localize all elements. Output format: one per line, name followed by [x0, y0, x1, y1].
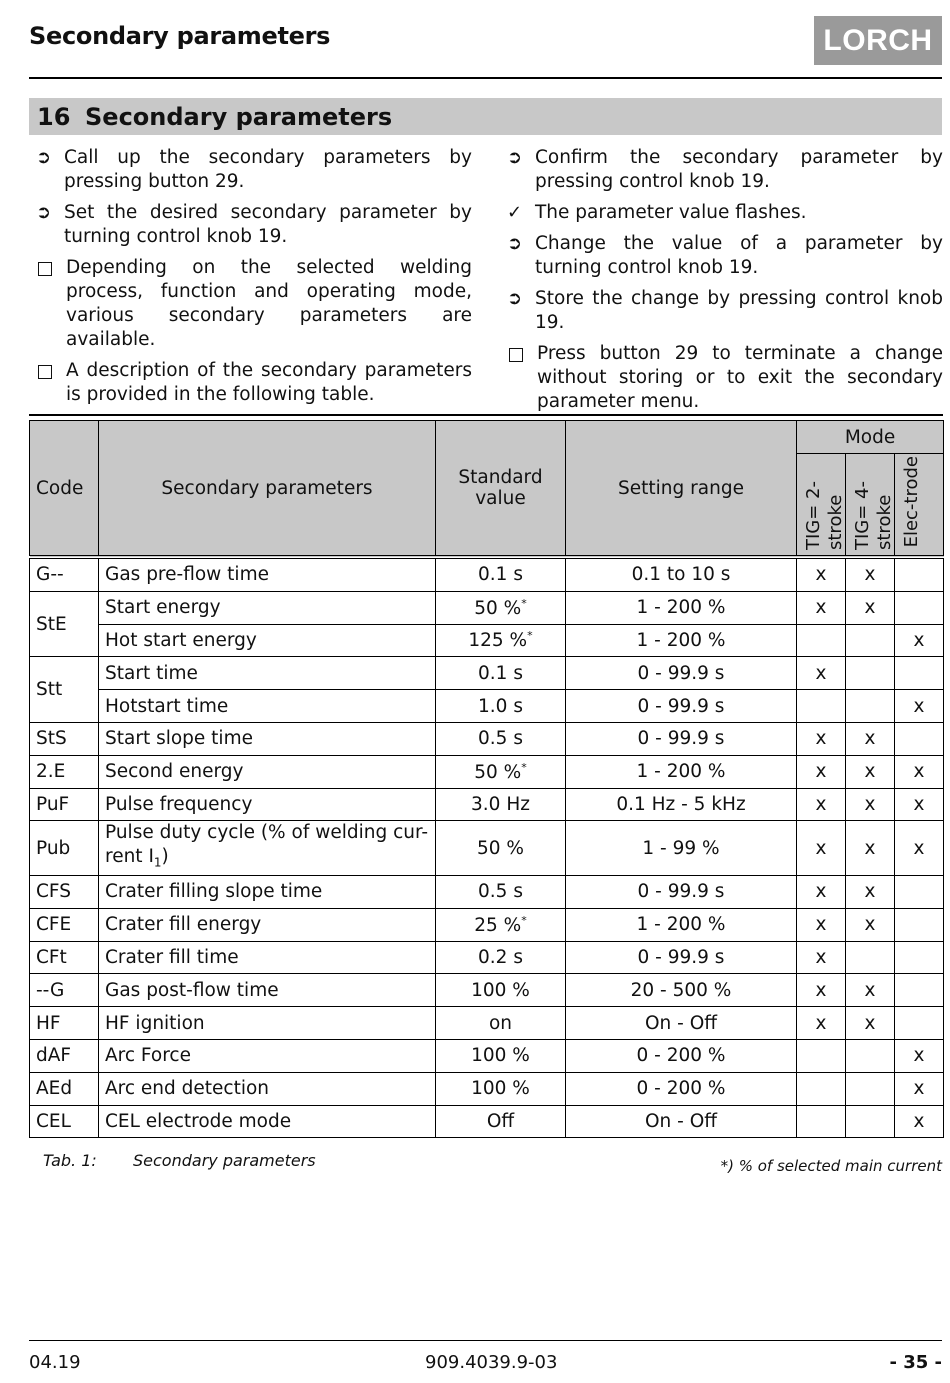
secondary-parameters-table: [29, 420, 944, 1138]
cell-setting-range: 0 - 99.9 s: [566, 876, 797, 909]
mode-tig-4-stroke-label: TIG= 4-stroke: [852, 480, 895, 550]
cell-parameter: HF ignition: [99, 1007, 436, 1040]
arrow-right-icon: ➲: [36, 147, 52, 168]
cell-mode-tig-4-stroke: x: [846, 722, 895, 755]
instructions_right-item: [507, 201, 943, 225]
cell-setting-range: 1 - 200 %: [566, 908, 797, 941]
table-row: [30, 941, 944, 974]
cell-setting-range: On - Off: [566, 1007, 797, 1040]
lorch-logo: LORCH: [814, 16, 942, 65]
mode-electrode-label: Elec-trode: [901, 456, 922, 548]
cell-code: Pub: [30, 821, 99, 876]
table-top-rule: [29, 414, 943, 416]
page-header-title: Secondary parameters: [29, 22, 331, 50]
cell-code: CFE: [30, 908, 99, 941]
cell-mode-tig-2-stroke: [797, 1040, 846, 1073]
cell-standard-value: 0.5 s: [436, 876, 566, 909]
checkbox-square-icon: [38, 262, 52, 276]
cell-code: AEd: [30, 1072, 99, 1105]
cell-mode-tig-2-stroke: x: [797, 591, 846, 624]
cell-setting-range: 0.1 to 10 s: [566, 557, 797, 591]
cell-mode-tig-4-stroke: x: [846, 876, 895, 909]
cell-parameter: Hotstart time: [99, 690, 436, 723]
footnote-asterisk: *: [521, 596, 527, 610]
instructions_left-text: A description of the secondary parameters is provided in the following table.: [66, 360, 472, 405]
cell-code: CFS: [30, 876, 99, 909]
header-mode-tig-2-stroke: [797, 454, 846, 558]
cell-parameter: Crater filling slope time: [99, 876, 436, 909]
cell-mode-electrode: [895, 722, 944, 755]
cell-standard-value: 125 %*: [436, 624, 566, 657]
instructions_right-text: Change the value of a parameter by turning control knob 19.: [535, 233, 943, 278]
cell-standard-value: 0.5 s: [436, 722, 566, 755]
footer-divider: [29, 1340, 942, 1341]
table-row: [30, 722, 944, 755]
cell-mode-tig-2-stroke: x: [797, 941, 846, 974]
checkbox-square-icon: [38, 365, 52, 379]
footnote-asterisk: *: [521, 913, 527, 927]
cell-standard-value: on: [436, 1007, 566, 1040]
cell-mode-tig-2-stroke: x: [797, 788, 846, 821]
cell-standard-value: 50 %*: [436, 755, 566, 788]
table-row: [30, 1105, 944, 1138]
cell-setting-range: 1 - 99 %: [566, 821, 797, 876]
table-row: [30, 591, 944, 624]
footnote-asterisk: *: [527, 629, 533, 643]
cell-mode-tig-2-stroke: x: [797, 557, 846, 591]
cell-mode-tig-4-stroke: [846, 657, 895, 690]
cell-code: 2.E: [30, 755, 99, 788]
table-row: [30, 1072, 944, 1105]
cell-mode-electrode: x: [895, 755, 944, 788]
table-row: [30, 908, 944, 941]
cell-mode-tig-2-stroke: x: [797, 1007, 846, 1040]
cell-standard-value: 3.0 Hz: [436, 788, 566, 821]
cell-parameter: Arc end detection: [99, 1072, 436, 1105]
instructions_right-item: [507, 232, 943, 280]
cell-code: StS: [30, 722, 99, 755]
header-setting-range: Setting range: [566, 421, 797, 558]
cell-setting-range: 20 - 500 %: [566, 974, 797, 1007]
instructions_right-text: The parameter value flashes.: [535, 202, 807, 223]
cell-setting-range: 1 - 200 %: [566, 624, 797, 657]
table-row: [30, 557, 944, 591]
cell-standard-value: 50 %*: [436, 591, 566, 624]
arrow-right-icon: ➲: [507, 147, 523, 168]
cell-mode-electrode: x: [895, 1072, 944, 1105]
table-footnote: *) % of selected main current: [720, 1157, 942, 1175]
cell-parameter: Gas pre-flow time: [99, 557, 436, 591]
cell-mode-tig-4-stroke: [846, 690, 895, 723]
cell-mode-tig-4-stroke: x: [846, 788, 895, 821]
header-mode-tig-4-stroke: [846, 454, 895, 558]
cell-mode-tig-2-stroke: [797, 1072, 846, 1105]
footer-date: 04.19: [29, 1352, 81, 1373]
secondary-parameters-table-wrapper: [29, 414, 943, 1138]
cell-setting-range: 0 - 99.9 s: [566, 657, 797, 690]
cell-mode-electrode: [895, 941, 944, 974]
cell-mode-tig-4-stroke: x: [846, 821, 895, 876]
arrow-right-icon: ➲: [507, 233, 523, 254]
header-mode: Mode: [797, 421, 944, 454]
table-row: [30, 974, 944, 1007]
arrow-right-icon: ➲: [36, 202, 52, 223]
instructions-left-column: [36, 146, 472, 414]
cell-mode-tig-4-stroke: x: [846, 755, 895, 788]
cell-mode-electrode: x: [895, 1105, 944, 1138]
cell-setting-range: 1 - 200 %: [566, 755, 797, 788]
instructions_right-item: [507, 146, 943, 194]
cell-mode-tig-4-stroke: [846, 941, 895, 974]
cell-mode-electrode: [895, 557, 944, 591]
header-secondary-parameters: Secondary parameters: [99, 421, 436, 558]
instructions_right-text: Store the change by pressing control knob 19.: [535, 288, 943, 333]
cell-standard-value: 100 %: [436, 974, 566, 1007]
cell-mode-tig-2-stroke: x: [797, 755, 846, 788]
table-caption-text: Secondary parameters: [133, 1151, 316, 1170]
instructions-right-column: [507, 146, 943, 421]
cell-setting-range: 0.1 Hz - 5 kHz: [566, 788, 797, 821]
cell-mode-tig-4-stroke: [846, 1040, 895, 1073]
section-title: Secondary parameters: [85, 102, 393, 131]
cell-setting-range: 0 - 99.9 s: [566, 941, 797, 974]
cell-setting-range: On - Off: [566, 1105, 797, 1138]
cell-mode-electrode: [895, 657, 944, 690]
cell-mode-tig-2-stroke: [797, 690, 846, 723]
cell-mode-tig-2-stroke: [797, 624, 846, 657]
cell-setting-range: 0 - 200 %: [566, 1040, 797, 1073]
mode-tig-2-stroke-label: TIG= 2-stroke: [803, 480, 846, 550]
cell-mode-tig-2-stroke: x: [797, 657, 846, 690]
cell-setting-range: 0 - 200 %: [566, 1072, 797, 1105]
table-row: [30, 1040, 944, 1073]
cell-standard-value: 100 %: [436, 1072, 566, 1105]
cell-standard-value: 50 %: [436, 821, 566, 876]
cell-setting-range: 1 - 200 %: [566, 591, 797, 624]
table-row: [30, 788, 944, 821]
cell-parameter: Second energy: [99, 755, 436, 788]
cell-mode-tig-4-stroke: x: [846, 1007, 895, 1040]
cell-mode-electrode: x: [895, 624, 944, 657]
cell-standard-value: 25 %*: [436, 908, 566, 941]
cell-mode-tig-2-stroke: [797, 1105, 846, 1138]
cell-setting-range: 0 - 99.9 s: [566, 722, 797, 755]
table-row: [30, 755, 944, 788]
section-heading: [29, 98, 942, 135]
instructions_right-text: Confirm the secondary parameter by pressing control knob 19.: [535, 147, 943, 192]
cell-mode-electrode: x: [895, 821, 944, 876]
instructions_left-text: Depending on the selected welding process, function and operating mode, various secondary parameters are available.: [66, 257, 472, 350]
cell-code: CEL: [30, 1105, 99, 1138]
cell-mode-tig-4-stroke: x: [846, 591, 895, 624]
cell-standard-value: 0.1 s: [436, 557, 566, 591]
checkmark-icon: ✓: [507, 202, 523, 223]
cell-mode-tig-4-stroke: [846, 1072, 895, 1105]
cell-mode-tig-2-stroke: x: [797, 908, 846, 941]
cell-parameter: Hot start energy: [99, 624, 436, 657]
cell-parameter: Start slope time: [99, 722, 436, 755]
footnote-asterisk: *: [521, 760, 527, 774]
cell-mode-electrode: x: [895, 690, 944, 723]
cell-code: Stt: [30, 657, 99, 723]
section-number: 16: [37, 102, 71, 131]
cell-parameter: Gas post-flow time: [99, 974, 436, 1007]
cell-mode-tig-4-stroke: x: [846, 908, 895, 941]
cell-standard-value: 0.2 s: [436, 941, 566, 974]
cell-code: HF: [30, 1007, 99, 1040]
footer-doc-number: 909.4039.9-03: [425, 1352, 558, 1373]
cell-mode-tig-2-stroke: x: [797, 722, 846, 755]
instructions_left-item: [36, 256, 472, 352]
footer-page-number: - 35 -: [889, 1352, 942, 1373]
table-row: [30, 1007, 944, 1040]
cell-code: PuF: [30, 788, 99, 821]
cell-standard-value: 100 %: [436, 1040, 566, 1073]
instructions_left-item: [36, 359, 472, 407]
cell-mode-tig-4-stroke: x: [846, 974, 895, 1007]
instructions_right-item: [507, 342, 943, 414]
arrow-right-icon: ➲: [507, 288, 523, 309]
cell-mode-tig-2-stroke: x: [797, 974, 846, 1007]
table-row: [30, 876, 944, 909]
cell-code: CFt: [30, 941, 99, 974]
instructions_left-text: Call up the secondary parameters by pressing button 29.: [64, 147, 472, 192]
instructions_right-item: [507, 287, 943, 335]
cell-code: --G: [30, 974, 99, 1007]
table-caption: [43, 1151, 316, 1170]
cell-mode-electrode: x: [895, 788, 944, 821]
cell-mode-tig-4-stroke: [846, 624, 895, 657]
instructions_right-text: Press button 29 to terminate a change without storing or to exit the secondary parameter menu.: [537, 343, 943, 412]
cell-standard-value: 1.0 s: [436, 690, 566, 723]
cell-setting-range: 0 - 99.9 s: [566, 690, 797, 723]
cell-standard-value: Off: [436, 1105, 566, 1138]
cell-code: G--: [30, 557, 99, 591]
cell-code: StE: [30, 591, 99, 657]
checkbox-square-icon: [509, 348, 523, 362]
cell-standard-value: 0.1 s: [436, 657, 566, 690]
table-row: [30, 624, 944, 657]
instructions_left-text: Set the desired secondary parameter by turning control knob 19.: [64, 202, 472, 247]
instructions_left-item: [36, 146, 472, 194]
cell-parameter: CEL electrode mode: [99, 1105, 436, 1138]
instructions_left-item: [36, 201, 472, 249]
table-row: [30, 690, 944, 723]
cell-parameter: Pulse frequency: [99, 788, 436, 821]
header-divider: [29, 77, 942, 79]
cell-mode-electrode: x: [895, 1040, 944, 1073]
cell-mode-electrode: [895, 974, 944, 1007]
cell-parameter: Pulse duty cycle (% of welding cur- rent $I_1$): [99, 821, 436, 876]
table-body: [30, 557, 944, 1138]
cell-mode-electrode: [895, 591, 944, 624]
cell-parameter: Start time: [99, 657, 436, 690]
table-caption-label: Tab. 1:: [43, 1151, 97, 1170]
cell-parameter: Crater fill time: [99, 941, 436, 974]
header-code: Code: [30, 421, 99, 558]
table-row: [30, 821, 944, 876]
cell-mode-tig-2-stroke: x: [797, 876, 846, 909]
cell-mode-tig-2-stroke: x: [797, 821, 846, 876]
cell-mode-tig-4-stroke: x: [846, 557, 895, 591]
cell-mode-electrode: [895, 908, 944, 941]
header-standard-value-text: Standard value: [458, 467, 543, 509]
cell-parameter: Start energy: [99, 591, 436, 624]
cell-parameter: Crater fill energy: [99, 908, 436, 941]
cell-mode-electrode: [895, 1007, 944, 1040]
header-standard-value: [436, 421, 566, 558]
cell-mode-tig-4-stroke: [846, 1105, 895, 1138]
header-mode-electrode: [895, 454, 944, 558]
table-row: [30, 657, 944, 690]
cell-mode-electrode: [895, 876, 944, 909]
cell-parameter: Arc Force: [99, 1040, 436, 1073]
cell-code: dAF: [30, 1040, 99, 1073]
